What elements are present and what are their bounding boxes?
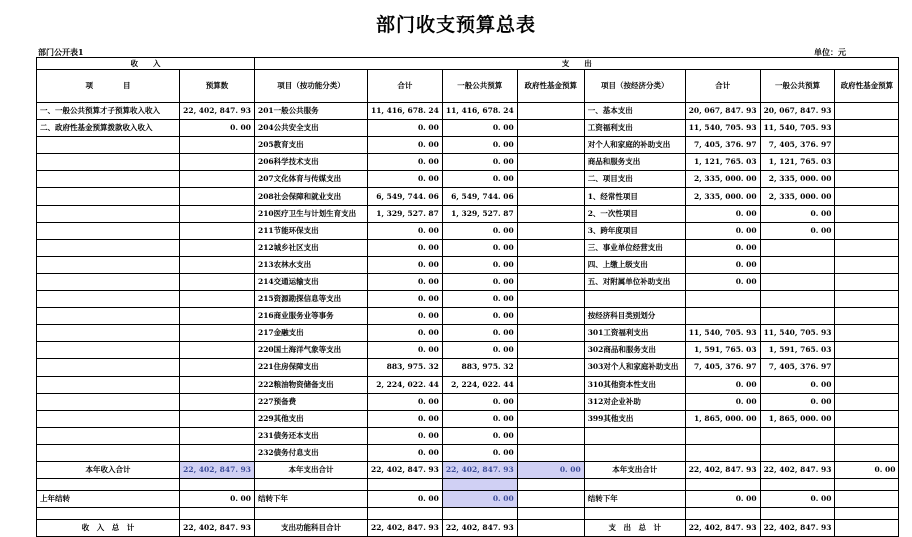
func-item-cell: 214交通运输支出 xyxy=(255,273,368,290)
grand-total-row xyxy=(37,520,899,537)
income-item-cell xyxy=(37,137,180,154)
func-total-cell: 1, 329, 527. 87 xyxy=(368,205,443,222)
blank-row xyxy=(37,508,899,520)
func-total-cell: 0. 00 xyxy=(368,239,443,256)
func-total-cell: 0. 00 xyxy=(368,120,443,137)
func-item-cell: 205教育支出 xyxy=(255,137,368,154)
econ-fund-cell xyxy=(835,273,899,290)
carry-out-total: 0. 00 xyxy=(368,491,443,508)
income-budget-cell xyxy=(180,188,255,205)
econ-item-cell: 310其他资本性支出 xyxy=(584,376,685,393)
econ-fund-cell xyxy=(835,154,899,171)
income-item-cell xyxy=(37,205,180,222)
econ-total-cell: 0. 00 xyxy=(685,222,760,239)
income-item-cell xyxy=(37,359,180,376)
grand-func-general: 22, 402, 847. 93 xyxy=(442,520,517,537)
func-total-cell: 0. 00 xyxy=(368,171,443,188)
expense-total-fund-2: 0. 00 xyxy=(835,461,899,478)
table-row xyxy=(37,154,899,171)
func-item-cell: 229其他支出 xyxy=(255,410,368,427)
carry-in-value: 0. 00 xyxy=(180,491,255,508)
func-item-cell: 227预备费 xyxy=(255,393,368,410)
func-total-cell: 2, 224, 022. 44 xyxy=(368,376,443,393)
func-general-cell: 0. 00 xyxy=(442,120,517,137)
func-total-cell: 6, 549, 744. 06 xyxy=(368,188,443,205)
econ-item-cell: 四、上缴上级支出 xyxy=(584,256,685,273)
income-budget-cell xyxy=(180,273,255,290)
blank-row xyxy=(37,479,899,491)
econ-item-cell: 312对企业补助 xyxy=(584,393,685,410)
econ-fund-cell xyxy=(835,171,899,188)
income-budget-cell xyxy=(180,444,255,461)
func-general-cell: 0. 00 xyxy=(442,308,517,325)
income-budget-cell xyxy=(180,359,255,376)
table-row xyxy=(37,239,899,256)
income-item-cell xyxy=(37,376,180,393)
econ-general-cell xyxy=(760,273,835,290)
table-row xyxy=(37,291,899,308)
income-budget-cell xyxy=(180,342,255,359)
func-general-cell: 6, 549, 744. 06 xyxy=(442,188,517,205)
econ-total-cell xyxy=(685,291,760,308)
econ-fund-cell xyxy=(835,222,899,239)
econ-general-cell xyxy=(760,291,835,308)
econ-item-cell: 399其他支出 xyxy=(584,410,685,427)
income-item-cell xyxy=(37,188,180,205)
expense-total-general: 22, 402, 847. 93 xyxy=(442,461,517,478)
func-general-cell: 0. 00 xyxy=(442,427,517,444)
func-item-cell: 221住房保障支出 xyxy=(255,359,368,376)
func-item-cell: 204公共安全支出 xyxy=(255,120,368,137)
table-row xyxy=(37,273,899,290)
func-fund-cell xyxy=(517,376,584,393)
econ-general-cell xyxy=(760,427,835,444)
func-item-cell: 232债务付息支出 xyxy=(255,444,368,461)
income-item-cell xyxy=(37,239,180,256)
econ-fund-cell xyxy=(835,205,899,222)
econ-total-cell: 7, 405, 376. 97 xyxy=(685,137,760,154)
col-header-item: 项 目 xyxy=(37,70,180,103)
func-general-cell: 1, 329, 527. 87 xyxy=(442,205,517,222)
func-fund-cell xyxy=(517,342,584,359)
econ-general-cell xyxy=(760,239,835,256)
func-total-cell: 883, 975. 32 xyxy=(368,359,443,376)
table-row xyxy=(37,188,899,205)
econ-general-cell: 11, 540, 705. 93 xyxy=(760,325,835,342)
econ-item-cell: 二、项目支出 xyxy=(584,171,685,188)
econ-item-cell: 商品和服务支出 xyxy=(584,154,685,171)
econ-general-cell: 0. 00 xyxy=(760,376,835,393)
econ-fund-cell xyxy=(835,239,899,256)
econ-general-cell: 0. 00 xyxy=(760,205,835,222)
income-budget-cell xyxy=(180,376,255,393)
func-fund-cell xyxy=(517,256,584,273)
func-fund-cell xyxy=(517,410,584,427)
col-header-total-2: 合计 xyxy=(685,70,760,103)
econ-total-cell: 0. 00 xyxy=(685,393,760,410)
econ-total-cell: 0. 00 xyxy=(685,256,760,273)
budget-table xyxy=(36,57,899,537)
func-total-cell: 0. 00 xyxy=(368,291,443,308)
func-fund-cell xyxy=(517,273,584,290)
econ-total-cell xyxy=(685,308,760,325)
col-header-general-2: 一般公共预算 xyxy=(760,70,835,103)
income-item-cell xyxy=(37,171,180,188)
econ-fund-cell xyxy=(835,188,899,205)
econ-total-cell: 0. 00 xyxy=(685,239,760,256)
income-item-cell xyxy=(37,410,180,427)
income-budget-cell xyxy=(180,239,255,256)
income-item-cell xyxy=(37,342,180,359)
col-header-total: 合计 xyxy=(368,70,443,103)
econ-general-cell: 0. 00 xyxy=(760,222,835,239)
func-general-cell: 0. 00 xyxy=(442,154,517,171)
econ-general-cell xyxy=(760,256,835,273)
section-header-row xyxy=(37,58,899,70)
func-total-cell: 0. 00 xyxy=(368,273,443,290)
table-row xyxy=(37,325,899,342)
econ-total-cell: 1, 865, 000. 00 xyxy=(685,410,760,427)
grand-income-value: 22, 402, 847. 93 xyxy=(180,520,255,537)
income-budget-cell: 0. 00 xyxy=(180,120,255,137)
econ-general-cell: 2, 335, 000. 00 xyxy=(760,171,835,188)
func-item-cell: 208社会保障和就业支出 xyxy=(255,188,368,205)
econ-item-cell: 1、经常性项目 xyxy=(584,188,685,205)
func-item-cell: 220国土海洋气象等支出 xyxy=(255,342,368,359)
income-budget-cell xyxy=(180,291,255,308)
expense-total-general-2: 22, 402, 847. 93 xyxy=(760,461,835,478)
grand-expense-total: 22, 402, 847. 93 xyxy=(685,520,760,537)
income-item-cell: 一、一般公共预算才子预算收入收入 xyxy=(37,103,180,120)
func-general-cell: 0. 00 xyxy=(442,342,517,359)
table-row xyxy=(37,171,899,188)
table-row xyxy=(37,205,899,222)
func-general-cell: 0. 00 xyxy=(442,393,517,410)
econ-fund-cell xyxy=(835,410,899,427)
econ-item-cell xyxy=(584,291,685,308)
econ-item-cell xyxy=(584,427,685,444)
func-item-cell: 222粮油物资储备支出 xyxy=(255,376,368,393)
col-header-func: 项目（按功能分类） xyxy=(255,70,368,103)
func-general-cell: 0. 00 xyxy=(442,410,517,427)
econ-general-cell xyxy=(760,444,835,461)
func-total-cell: 0. 00 xyxy=(368,137,443,154)
func-item-cell: 217金融支出 xyxy=(255,325,368,342)
func-general-cell: 11, 416, 678. 24 xyxy=(442,103,517,120)
func-fund-cell xyxy=(517,359,584,376)
table-row xyxy=(37,393,899,410)
income-budget-cell xyxy=(180,171,255,188)
func-fund-cell xyxy=(517,205,584,222)
econ-general-cell: 20, 067, 847. 93 xyxy=(760,103,835,120)
func-item-cell: 231债务还本支出 xyxy=(255,427,368,444)
econ-item-cell: 301工资福利支出 xyxy=(584,325,685,342)
col-header-general: 一般公共预算 xyxy=(442,70,517,103)
econ-total-cell: 0. 00 xyxy=(685,273,760,290)
func-fund-cell xyxy=(517,325,584,342)
func-item-cell: 210医疗卫生与计划生育支出 xyxy=(255,205,368,222)
table-row xyxy=(37,222,899,239)
column-header-row xyxy=(37,70,899,103)
econ-fund-cell xyxy=(835,256,899,273)
table-row xyxy=(37,308,899,325)
table-row xyxy=(37,444,899,461)
table-row xyxy=(37,359,899,376)
econ-total-cell xyxy=(685,444,760,461)
grand-func-label: 支出功能科目合计 xyxy=(255,520,368,537)
income-item-cell xyxy=(37,256,180,273)
econ-general-cell xyxy=(760,308,835,325)
func-fund-cell xyxy=(517,154,584,171)
econ-fund-cell xyxy=(835,137,899,154)
expense-total-value: 22, 402, 847. 93 xyxy=(368,461,443,478)
func-item-cell: 211节能环保支出 xyxy=(255,222,368,239)
income-item-cell xyxy=(37,291,180,308)
econ-item-cell: 对个人和家庭的补助支出 xyxy=(584,137,685,154)
income-budget-cell xyxy=(180,427,255,444)
func-general-cell: 0. 00 xyxy=(442,444,517,461)
econ-fund-cell xyxy=(835,342,899,359)
econ-total-cell: 11, 540, 705. 93 xyxy=(685,120,760,137)
unit-label: 单位：元 xyxy=(814,47,846,57)
econ-total-cell: 7, 405, 376. 97 xyxy=(685,359,760,376)
table-row xyxy=(37,120,899,137)
func-item-cell: 216商业服务业等事务 xyxy=(255,308,368,325)
func-fund-cell xyxy=(517,393,584,410)
table-row xyxy=(37,376,899,393)
econ-fund-cell xyxy=(835,376,899,393)
func-fund-cell xyxy=(517,103,584,120)
func-fund-cell xyxy=(517,120,584,137)
table-row xyxy=(37,342,899,359)
econ-fund-cell xyxy=(835,308,899,325)
income-total-label: 本年收入合计 xyxy=(37,461,180,478)
econ-total-cell: 20, 067, 847. 93 xyxy=(685,103,760,120)
table-row xyxy=(37,256,899,273)
econ-fund-cell xyxy=(835,427,899,444)
expense-total-label-2: 本年支出合计 xyxy=(584,461,685,478)
income-item-cell xyxy=(37,427,180,444)
func-item-cell: 212城乡社区支出 xyxy=(255,239,368,256)
table-row xyxy=(37,410,899,427)
col-header-budget: 预算数 xyxy=(180,70,255,103)
func-general-cell: 0. 00 xyxy=(442,291,517,308)
func-total-cell: 11, 416, 678. 24 xyxy=(368,103,443,120)
func-fund-cell xyxy=(517,444,584,461)
col-header-fund-2: 政府性基金预算 xyxy=(835,70,899,103)
func-item-cell: 207文化体育与传媒支出 xyxy=(255,171,368,188)
func-total-cell: 0. 00 xyxy=(368,410,443,427)
func-total-cell: 0. 00 xyxy=(368,444,443,461)
econ-fund-cell xyxy=(835,120,899,137)
func-fund-cell xyxy=(517,171,584,188)
func-total-cell: 0. 00 xyxy=(368,393,443,410)
func-item-cell: 201一般公共服务 xyxy=(255,103,368,120)
econ-general-cell: 7, 405, 376. 97 xyxy=(760,359,835,376)
func-item-cell: 206科学技术支出 xyxy=(255,154,368,171)
econ-item-cell: 一、基本支出 xyxy=(584,103,685,120)
carry-out-label-2: 结转下年 xyxy=(584,491,685,508)
econ-total-cell: 0. 00 xyxy=(685,205,760,222)
func-general-cell: 0. 00 xyxy=(442,171,517,188)
econ-item-cell xyxy=(584,444,685,461)
func-fund-cell xyxy=(517,291,584,308)
func-fund-cell xyxy=(517,239,584,256)
func-item-cell: 213农林水支出 xyxy=(255,256,368,273)
carry-out-total-2: 0. 00 xyxy=(685,491,760,508)
income-budget-cell xyxy=(180,222,255,239)
carry-out-general-2: 0. 00 xyxy=(760,491,835,508)
func-item-cell: 215资源勘探信息等支出 xyxy=(255,291,368,308)
func-total-cell: 0. 00 xyxy=(368,342,443,359)
expense-total-fund: 0. 00 xyxy=(517,461,584,478)
econ-total-cell: 2, 335, 000. 00 xyxy=(685,171,760,188)
econ-total-cell: 0. 00 xyxy=(685,376,760,393)
func-total-cell: 0. 00 xyxy=(368,325,443,342)
func-fund-cell xyxy=(517,427,584,444)
econ-fund-cell xyxy=(835,393,899,410)
econ-general-cell: 1, 121, 765. 03 xyxy=(760,154,835,171)
econ-total-cell: 1, 121, 765. 03 xyxy=(685,154,760,171)
table-row xyxy=(37,103,899,120)
income-item-cell xyxy=(37,308,180,325)
grand-expense-label: 支 出 总 计 xyxy=(584,520,685,537)
expense-total-label: 本年支出合计 xyxy=(255,461,368,478)
income-item-cell xyxy=(37,325,180,342)
income-budget-cell xyxy=(180,154,255,171)
expense-total-value-2: 22, 402, 847. 93 xyxy=(685,461,760,478)
func-fund-cell xyxy=(517,308,584,325)
econ-general-cell: 1, 865, 000. 00 xyxy=(760,410,835,427)
page-title: 部门收支预算总表 xyxy=(375,14,536,36)
income-item-cell xyxy=(37,444,180,461)
income-budget-cell: 22, 402, 847. 93 xyxy=(180,103,255,120)
func-fund-cell xyxy=(517,137,584,154)
income-section-label: 收 入 xyxy=(37,58,255,70)
func-general-cell: 0. 00 xyxy=(442,239,517,256)
carry-out-label: 结转下年 xyxy=(255,491,368,508)
econ-total-cell: 1, 591, 765. 03 xyxy=(685,342,760,359)
income-budget-cell xyxy=(180,137,255,154)
econ-item-cell: 按经济科目类别划分 xyxy=(584,308,685,325)
col-header-econ: 项目（按经济分类） xyxy=(584,70,685,103)
income-item-cell xyxy=(37,273,180,290)
econ-item-cell: 工资福利支出 xyxy=(584,120,685,137)
grand-income-label: 收 入 总 计 xyxy=(37,520,180,537)
func-fund-cell xyxy=(517,222,584,239)
func-general-cell: 0. 00 xyxy=(442,273,517,290)
econ-item-cell: 五、对附属单位补助支出 xyxy=(584,273,685,290)
econ-general-cell: 11, 540, 705. 93 xyxy=(760,120,835,137)
func-fund-cell xyxy=(517,188,584,205)
func-general-cell: 0. 00 xyxy=(442,325,517,342)
econ-item-cell: 2、一次性项目 xyxy=(584,205,685,222)
income-item-cell xyxy=(37,154,180,171)
econ-general-cell: 2, 335, 000. 00 xyxy=(760,188,835,205)
income-budget-cell xyxy=(180,410,255,427)
econ-fund-cell xyxy=(835,444,899,461)
econ-fund-cell xyxy=(835,359,899,376)
func-general-cell: 0. 00 xyxy=(442,137,517,154)
income-item-cell: 二、政府性基金预算拨款收入收入 xyxy=(37,120,180,137)
econ-total-cell: 11, 540, 705. 93 xyxy=(685,325,760,342)
func-general-cell: 0. 00 xyxy=(442,256,517,273)
col-header-fund: 政府性基金预算 xyxy=(517,70,584,103)
income-item-cell xyxy=(37,222,180,239)
econ-general-cell: 0. 00 xyxy=(760,393,835,410)
func-total-cell: 0. 00 xyxy=(368,308,443,325)
econ-fund-cell xyxy=(835,291,899,308)
carry-out-general: 0. 00 xyxy=(442,491,517,508)
income-budget-cell xyxy=(180,205,255,222)
econ-item-cell: 3、跨年度项目 xyxy=(584,222,685,239)
totals-row xyxy=(37,461,899,478)
grand-func-total: 22, 402, 847. 93 xyxy=(368,520,443,537)
func-total-cell: 0. 00 xyxy=(368,154,443,171)
income-budget-cell xyxy=(180,308,255,325)
econ-fund-cell xyxy=(835,103,899,120)
grand-expense-general: 22, 402, 847. 93 xyxy=(760,520,835,537)
func-total-cell: 0. 00 xyxy=(368,256,443,273)
table-code: 部门公开表1 xyxy=(38,47,84,57)
econ-general-cell: 7, 405, 376. 97 xyxy=(760,137,835,154)
econ-general-cell: 1, 591, 765. 03 xyxy=(760,342,835,359)
expense-section-label: 支 出 xyxy=(255,58,899,70)
carry-in-label: 上年结转 xyxy=(37,491,180,508)
func-general-cell: 2, 224, 022. 44 xyxy=(442,376,517,393)
func-general-cell: 0. 00 xyxy=(442,222,517,239)
econ-total-cell xyxy=(685,427,760,444)
carry-row xyxy=(37,491,899,508)
econ-item-cell: 三、事业单位经营支出 xyxy=(584,239,685,256)
econ-fund-cell xyxy=(835,325,899,342)
func-total-cell: 0. 00 xyxy=(368,222,443,239)
econ-item-cell: 302商品和服务支出 xyxy=(584,342,685,359)
econ-item-cell: 303对个人和家庭补助支出 xyxy=(584,359,685,376)
income-item-cell xyxy=(37,393,180,410)
table-row xyxy=(37,427,899,444)
func-total-cell: 0. 00 xyxy=(368,427,443,444)
income-budget-cell xyxy=(180,325,255,342)
econ-total-cell: 2, 335, 000. 00 xyxy=(685,188,760,205)
income-total-value: 22, 402, 847. 93 xyxy=(180,461,255,478)
func-general-cell: 883, 975. 32 xyxy=(442,359,517,376)
table-row xyxy=(37,137,899,154)
income-budget-cell xyxy=(180,256,255,273)
income-budget-cell xyxy=(180,393,255,410)
